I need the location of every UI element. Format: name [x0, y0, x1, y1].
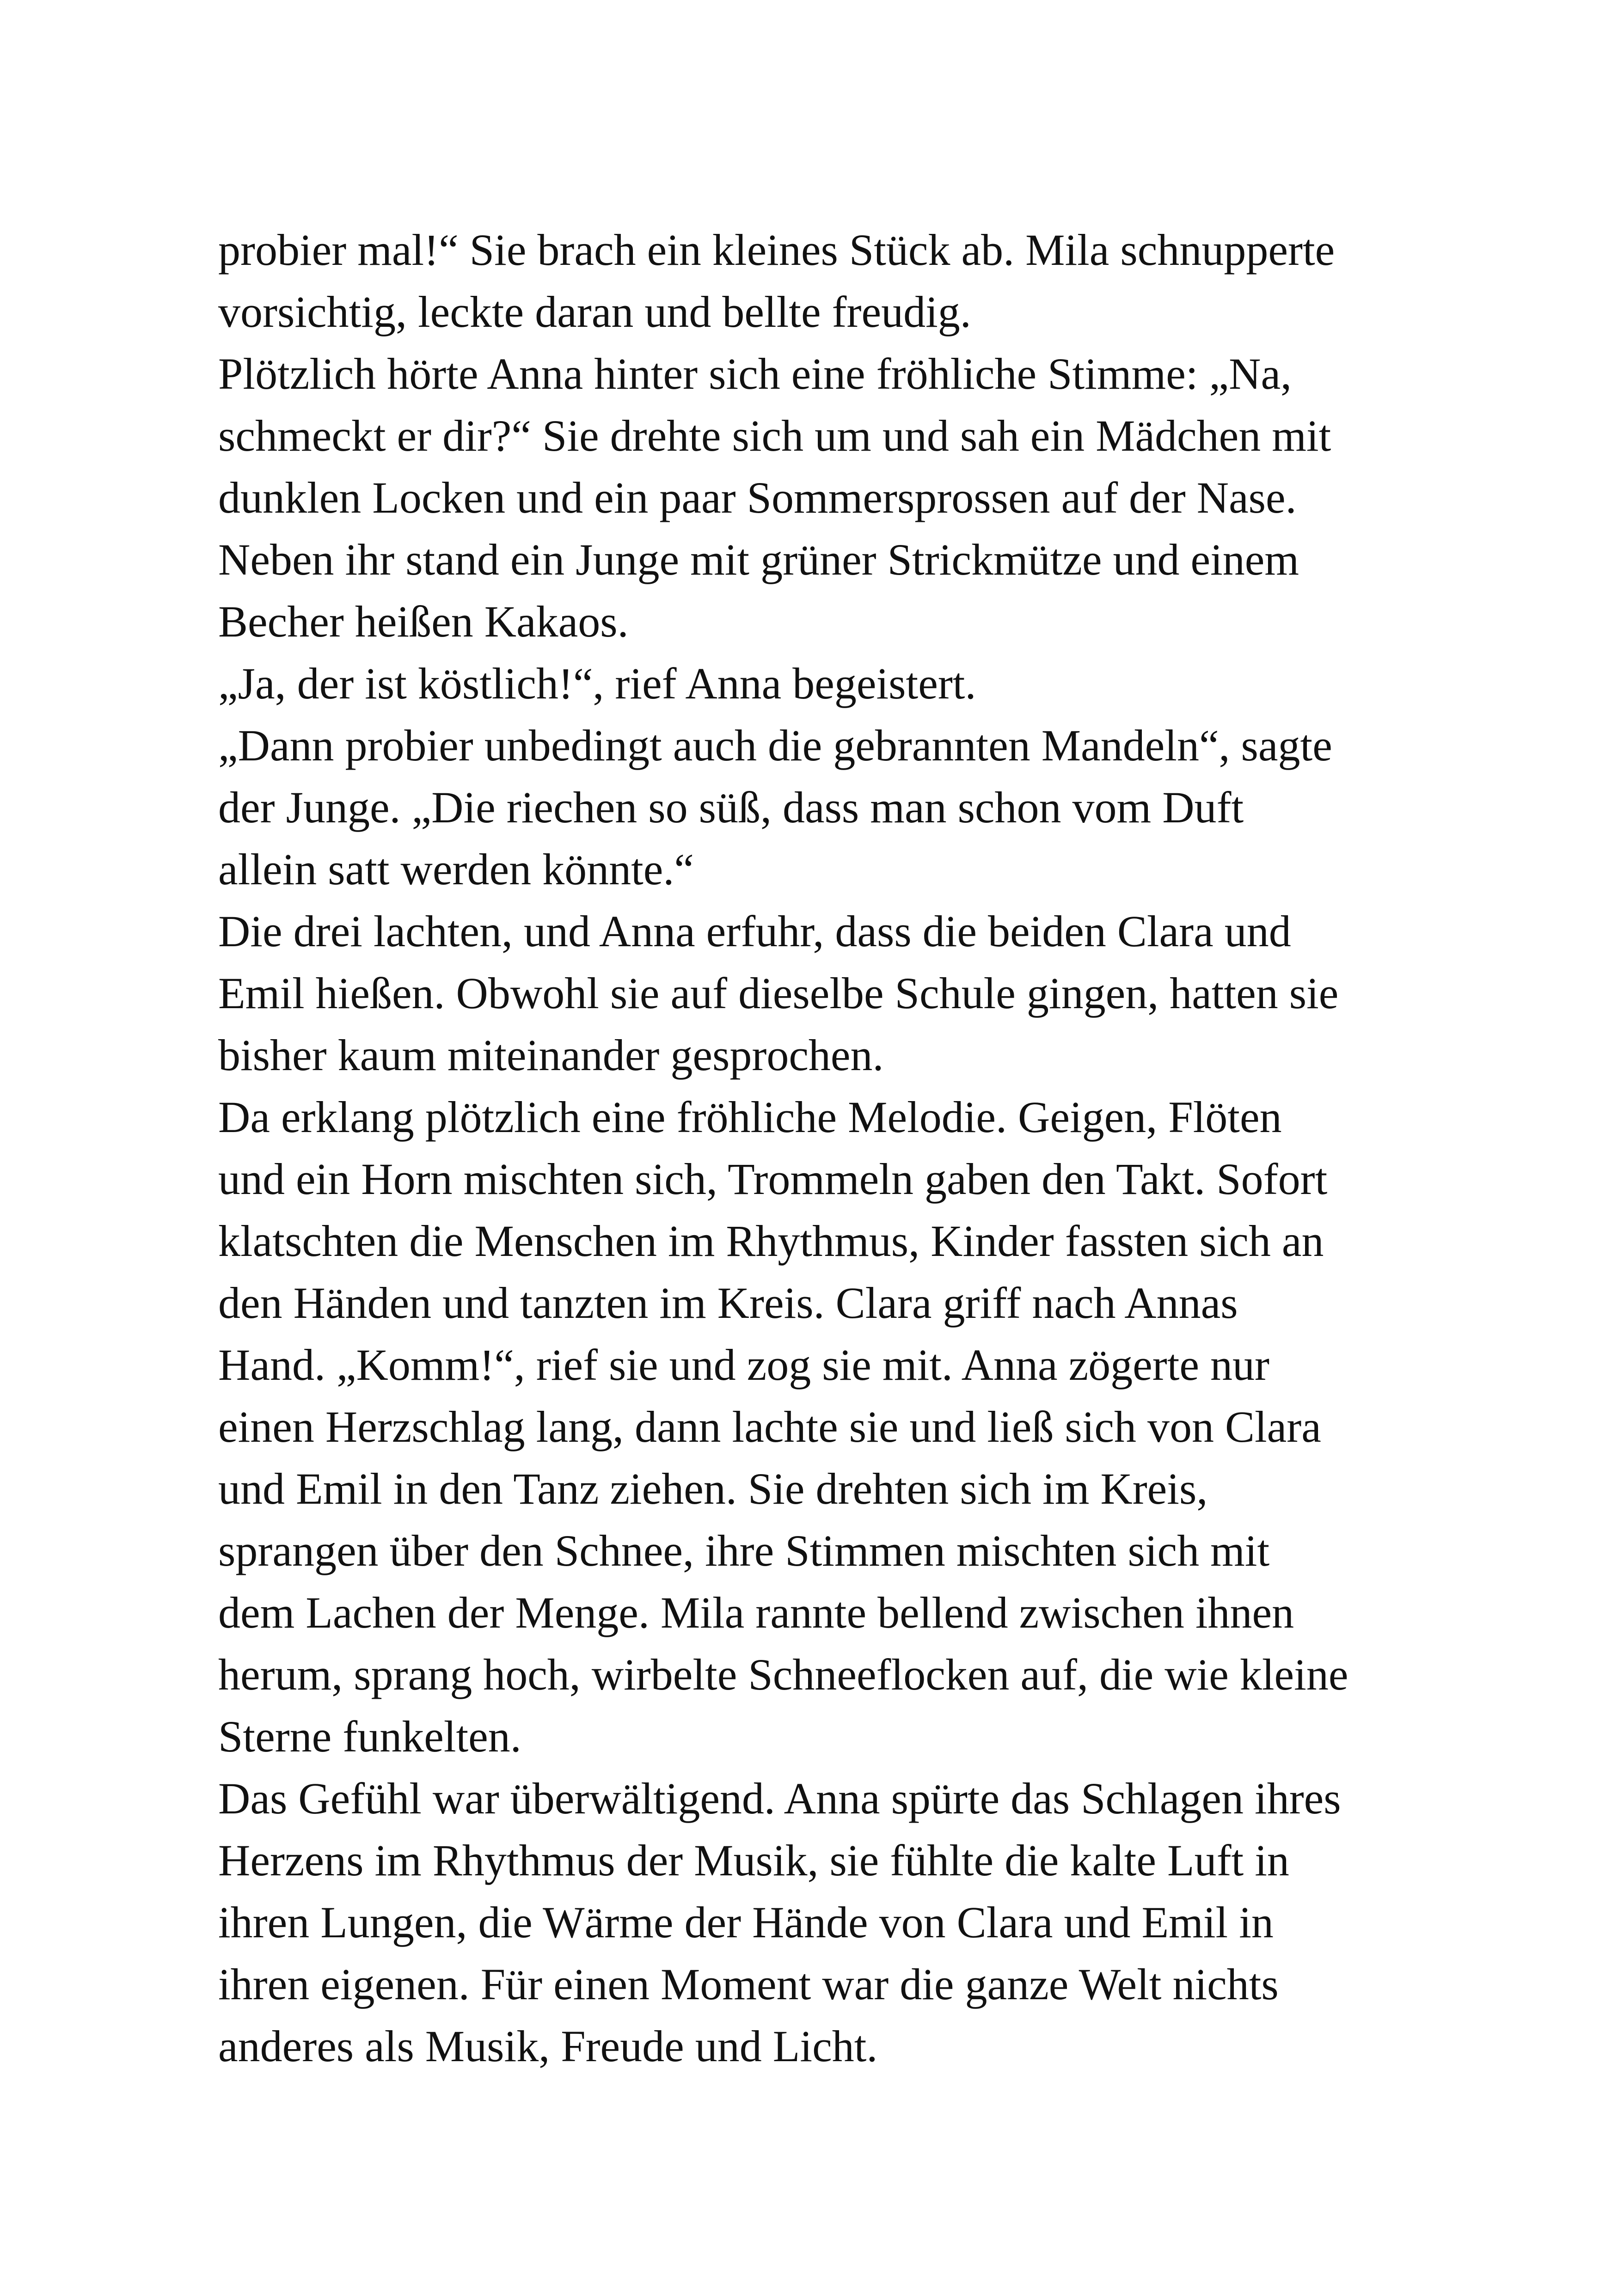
text-line: „Ja, der ist köstlich!“, rief Anna begeistert. [218, 659, 976, 708]
text-line: einen Herzschlag lang, dann lachte sie und ließ sich von Clara [218, 1402, 1321, 1451]
text-line: dunklen Locken und ein paar Sommersprossen auf der Nase. [218, 473, 1297, 522]
text-line: der Junge. „Die riechen so süß, dass man schon vom Duft [218, 783, 1244, 832]
text-line: und ein Horn mischten sich, Trommeln gaben den Takt. Sofort [218, 1154, 1328, 1204]
text-line: Neben ihr stand ein Junge mit grüner Strickmütze und einem [218, 535, 1299, 584]
text-line: allein satt werden könnte.“ [218, 845, 694, 894]
text-line: Da erklang plötzlich eine fröhliche Melodie. Geigen, Flöten [218, 1092, 1282, 1142]
text-line: Die drei lachten, und Anna erfuhr, dass die beiden Clara und [218, 906, 1291, 956]
text-line: vorsichtig, leckte daran und bellte freudig. [218, 287, 971, 337]
text-line: Herzens im Rhythmus der Musik, sie fühlte die kalte Luft in [218, 1836, 1289, 1885]
text-line: herum, sprang hoch, wirbelte Schneeflocken auf, die wie kleine [218, 1650, 1348, 1699]
story-text [218, 219, 1429, 2077]
text-line: Hand. „Komm!“, rief sie und zog sie mit. Anna zögerte nur [218, 1340, 1269, 1390]
text-line: ihren eigenen. Für einen Moment war die ganze Welt nichts [218, 1959, 1279, 2009]
text-line: Emil hießen. Obwohl sie auf dieselbe Schule gingen, hatten sie [218, 968, 1339, 1018]
text-line: ihren Lungen, die Wärme der Hände von Clara und Emil in [218, 1898, 1274, 1947]
text-line: anderes als Musik, Freude und Licht. [218, 2021, 878, 2071]
text-line: Das Gefühl war überwältigend. Anna spürte das Schlagen ihres [218, 1774, 1341, 1823]
text-line: Becher heißen Kakaos. [218, 597, 629, 646]
text-line: schmeckt er dir?“ Sie drehte sich um und sah ein Mädchen mit [218, 411, 1331, 460]
text-line: und Emil in den Tanz ziehen. Sie drehten sich im Kreis, [218, 1464, 1208, 1513]
text-line: Plötzlich hörte Anna hinter sich eine fröhliche Stimme: „Na, [218, 349, 1292, 398]
text-line: den Händen und tanzten im Kreis. Clara griff nach Annas [218, 1278, 1238, 1328]
text-line: probier mal!“ Sie brach ein kleines Stück ab. Mila schnupperte [218, 225, 1335, 275]
text-line: bisher kaum miteinander gesprochen. [218, 1030, 884, 1080]
text-line: Sterne funkelten. [218, 1712, 521, 1761]
text-line: dem Lachen der Menge. Mila rannte bellend zwischen ihnen [218, 1588, 1294, 1637]
text-line: „Dann probier unbedingt auch die gebrannten Mandeln“, sagte [218, 721, 1332, 770]
text-line: sprangen über den Schnee, ihre Stimmen mischten sich mit [218, 1526, 1270, 1575]
text-line: klatschten die Menschen im Rhythmus, Kinder fassten sich an [218, 1216, 1324, 1266]
